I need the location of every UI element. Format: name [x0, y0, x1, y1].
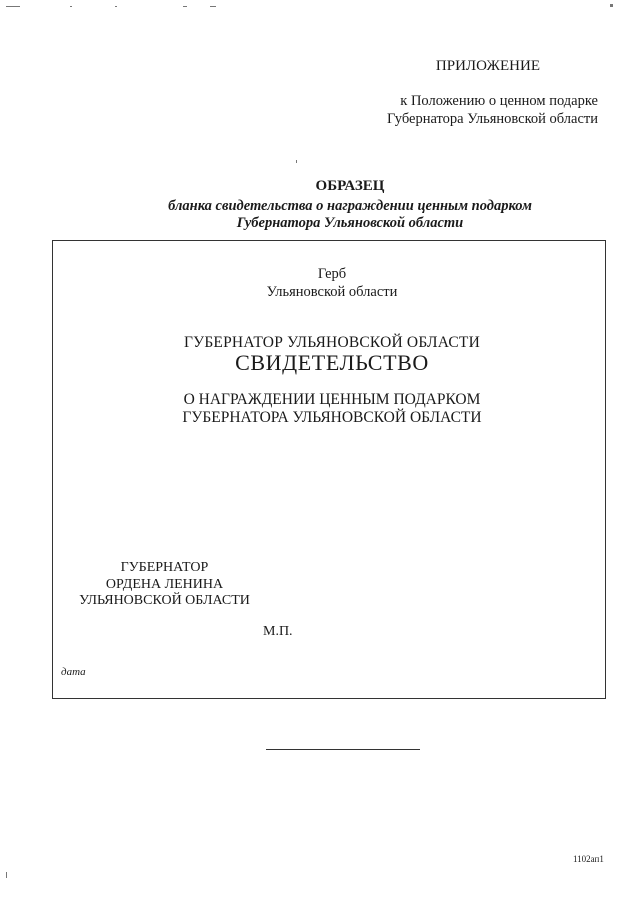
date-label: дата: [61, 666, 86, 678]
sample-subtitle-line-2: Губернатора Ульяновской области: [236, 215, 464, 231]
signatory-line-3: УЛЬЯНОВСКОЙ ОБЛАСТИ: [79, 593, 250, 608]
scan-speck: [6, 6, 20, 7]
certificate-form-frame: [52, 240, 606, 699]
stamp-place-label: М.П.: [263, 624, 293, 639]
appendix-line-2: Губернатора Ульяновской области: [386, 111, 598, 127]
coat-of-arms-placeholder: Герб: [317, 266, 347, 282]
scan-speck: [610, 4, 613, 7]
signatory-line-1: ГУБЕРНАТОР: [120, 560, 209, 575]
scan-speck: [70, 6, 72, 7]
coat-of-arms-region: Ульяновской области: [266, 284, 398, 300]
scan-speck: [183, 6, 187, 7]
appendix-line-1: к Положению о ценном подарке: [400, 93, 598, 109]
scan-speck: [296, 160, 297, 163]
certificate-title: СВИДЕТЕЛЬСТВО: [235, 350, 429, 375]
sample-subtitle-line-1: бланка свидетельства о награждении ценным подарком: [168, 198, 532, 214]
scan-speck: [210, 6, 216, 7]
award-line-2: ГУБЕРНАТОРА УЛЬЯНОВСКОЙ ОБЛАСТИ: [182, 409, 482, 426]
governor-heading: ГУБЕРНАТОР УЛЬЯНОВСКОЙ ОБЛАСТИ: [184, 334, 480, 351]
sample-title: ОБРАЗЕЦ: [315, 178, 385, 194]
appendix-title: ПРИЛОЖЕНИЕ: [435, 58, 540, 74]
scan-speck: [6, 872, 7, 878]
signatory-line-2: ОРДЕНА ЛЕНИНА: [105, 577, 224, 592]
separator-line: [266, 749, 420, 750]
award-line-1: О НАГРАЖДЕНИИ ЦЕННЫМ ПОДАРКОМ: [183, 391, 481, 408]
scan-speck: [115, 6, 117, 7]
reference-code: 1102ап1: [573, 854, 604, 864]
